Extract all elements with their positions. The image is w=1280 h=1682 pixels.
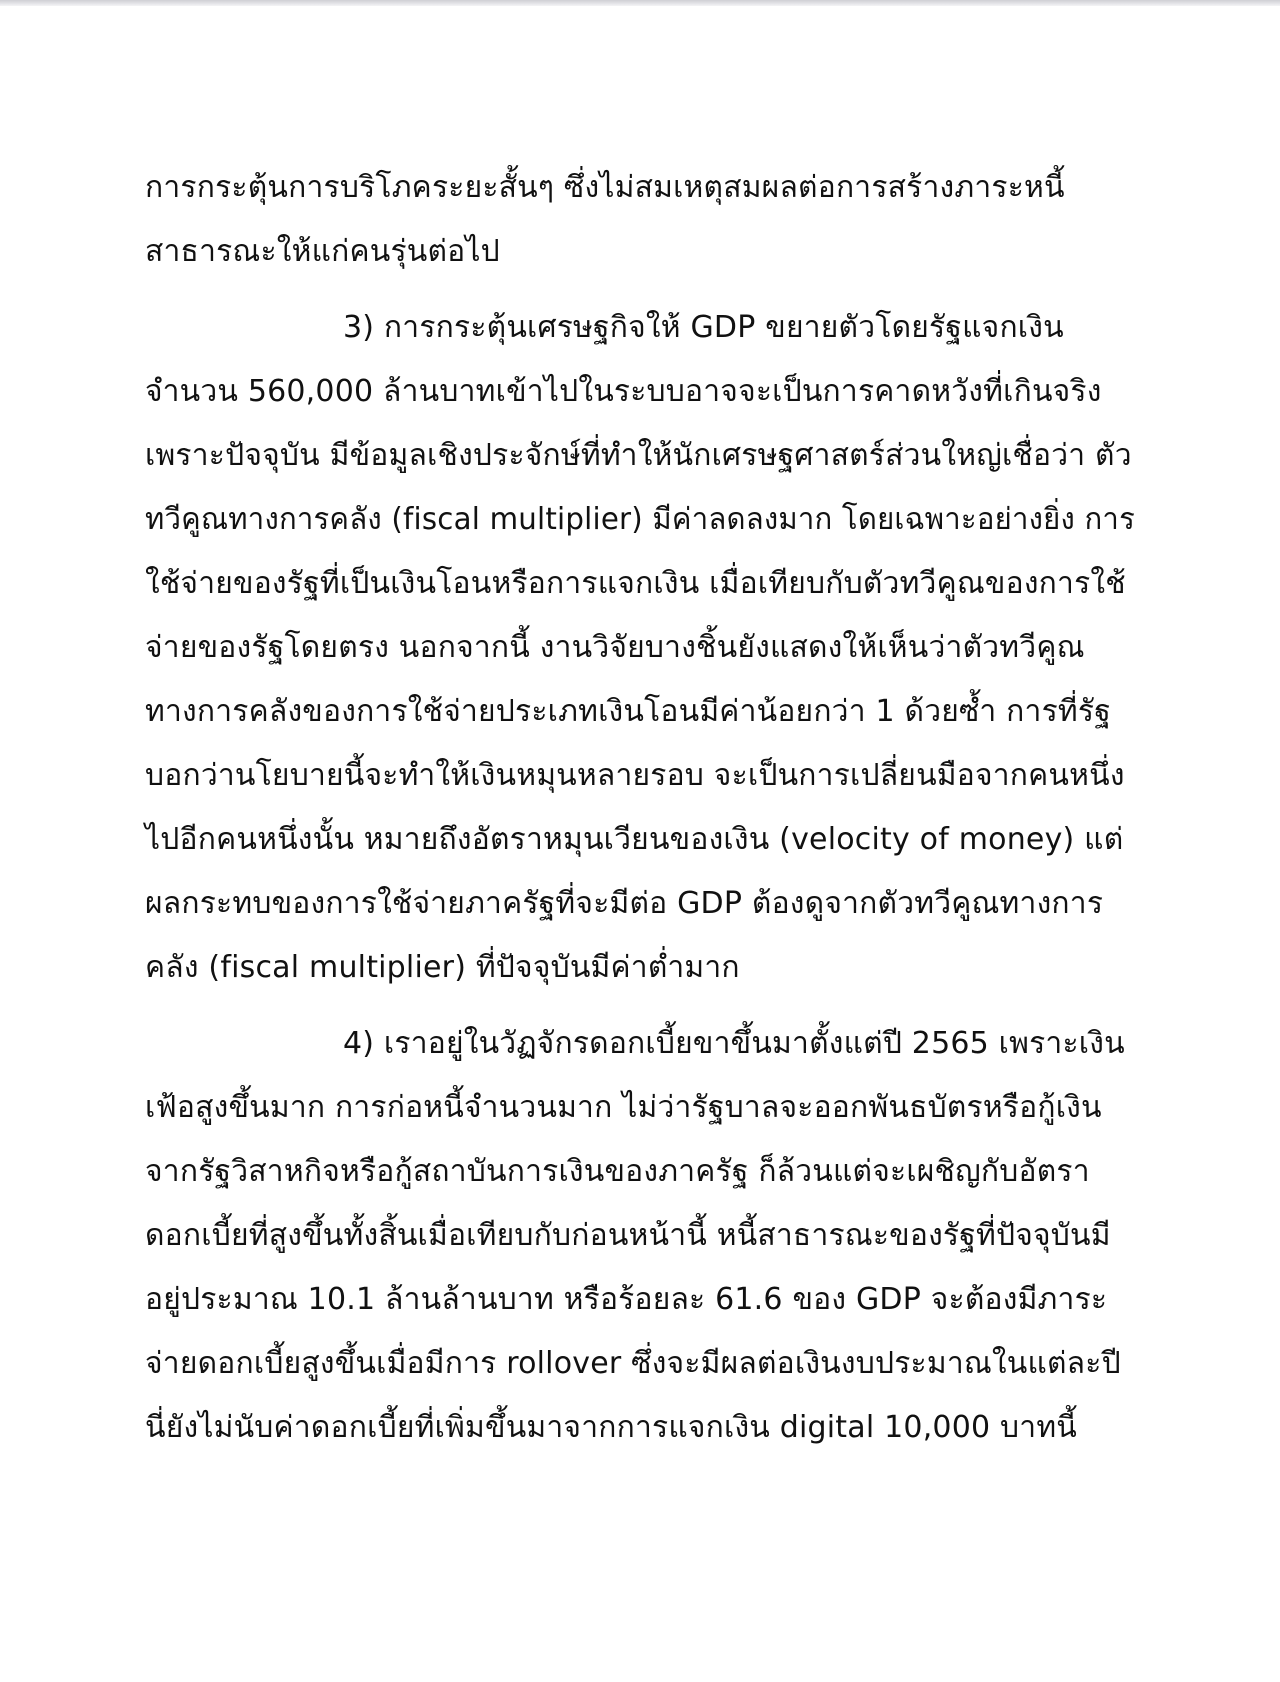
text-line: จ่ายของรัฐโดยตรง นอกจากนี้ งานวิจัยบางชิ้นยังแสดงให้เห็นว่าตัวทวีคูณ [145,630,1085,665]
text-line: จำนวน 560,000 ล้านบาทเข้าไปในระบบอาจจะเป็นการคาดหวังที่เกินจริง [145,374,1102,409]
text-line: การกระตุ้นการบริโภคระยะสั้นๆ ซึ่งไม่สมเหตุสมผลต่อการสร้างภาระหนี้ [145,170,1065,205]
item-4-heading-line: 4) เราอยู่ในวัฏจักรดอกเบี้ยขาขึ้นมาตั้งแต่ปี 2565 เพราะเงิน [343,1026,1125,1061]
text-line: จากรัฐวิสาหกิจหรือกู้สถาบันการเงินของภาครัฐ ก็ล้วนแต่จะเผชิญกับอัตรา [145,1154,1090,1189]
text-line: ใช้จ่ายของรัฐที่เป็นเงินโอนหรือการแจกเงิน เมื่อเทียบกับตัวทวีคูณของการใช้ [145,566,1126,601]
text-line: อยู่ประมาณ 10.1 ล้านล้านบาท หรือร้อยละ 61.6 ของ GDP จะต้องมีภาระ [145,1282,1108,1317]
text-line: ดอกเบี้ยที่สูงขึ้นทั้งสิ้นเมื่อเทียบกับก่อนหน้านี้ หนี้สาธารณะของรัฐที่ปัจจุบันมี [145,1218,1111,1253]
text-line: เฟ้อสูงขึ้นมาก การก่อหนี้จำนวนมาก ไม่ว่ารัฐบาลจะออกพันธบัตรหรือกู้เงิน [145,1090,1102,1125]
text-line: เพราะปัจจุบัน มีข้อมูลเชิงประจักษ์ที่ทำให้นักเศรษฐศาสตร์ส่วนใหญ่เชื่อว่า ตัว [145,438,1132,473]
text-line: ไปอีกคนหนึ่งนั้น หมายถึงอัตราหมุนเวียนของเงิน (velocity of money) แต่ [145,822,1124,857]
text-line: ทวีคูณทางการคลัง (fiscal multiplier) มีค่าลดลงมาก โดยเฉพาะอย่างยิ่ง การ [145,502,1135,537]
item-3-heading-line: 3) การกระตุ้นเศรษฐกิจให้ GDP ขยายตัวโดยรัฐแจกเงิน [343,310,1064,345]
text-line: ผลกระทบของการใช้จ่ายภาครัฐที่จะมีต่อ GDP ต้องดูจากตัวทวีคูณทางการ [145,886,1104,921]
text-line: สาธารณะให้แก่คนรุ่นต่อไป [145,234,500,269]
text-line: บอกว่านโยบายนี้จะทำให้เงินหมุนหลายรอบ จะเป็นการเปลี่ยนมือจากคนหนึ่ง [145,758,1125,793]
text-line: นี่ยังไม่นับค่าดอกเบี้ยที่เพิ่มขึ้นมาจากการแจกเงิน digital 10,000 บาทนี้ [145,1410,1078,1445]
text-line: จ่ายดอกเบี้ยสูงขึ้นเมื่อมีการ rollover ซึ่งจะมีผลต่อเงินงบประมาณในแต่ละปี [145,1346,1121,1381]
text-line: ทางการคลังของการใช้จ่ายประเภทเงินโอนมีค่าน้อยกว่า 1 ด้วยซ้ำ การที่รัฐ [145,694,1111,729]
text-line: คลัง (fiscal multiplier) ที่ปัจจุบันมีค่าต่ำมาก [145,950,740,985]
